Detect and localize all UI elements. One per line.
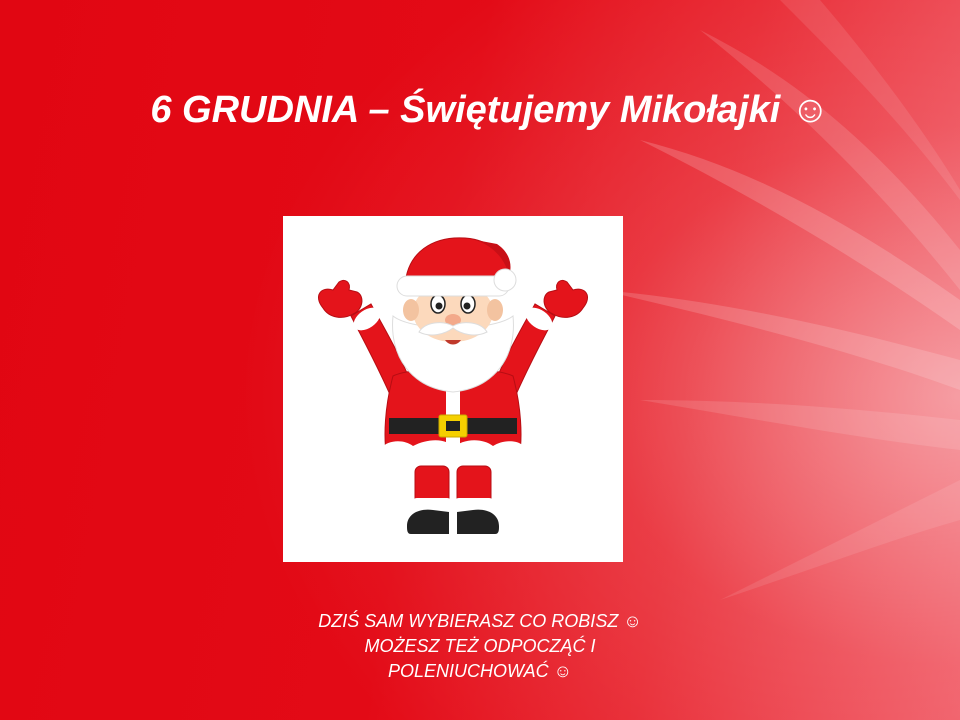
caption-line: POLENIUCHOWAĆ ☺ bbox=[387, 661, 573, 682]
caption-line: DZIŚ SAM WYBIERASZ CO ROBISZ ☺ bbox=[318, 611, 642, 631]
santa-claus-image bbox=[283, 216, 623, 562]
santa-claus-illustration bbox=[283, 216, 623, 562]
slide-title: 6 GRUDNIA – Świętujemy Mikołajki ☺ bbox=[150, 89, 830, 131]
caption-line: MOŻESZ TEŻ ODPOCZĄĆ I bbox=[364, 636, 596, 657]
slide-caption bbox=[230, 609, 730, 685]
